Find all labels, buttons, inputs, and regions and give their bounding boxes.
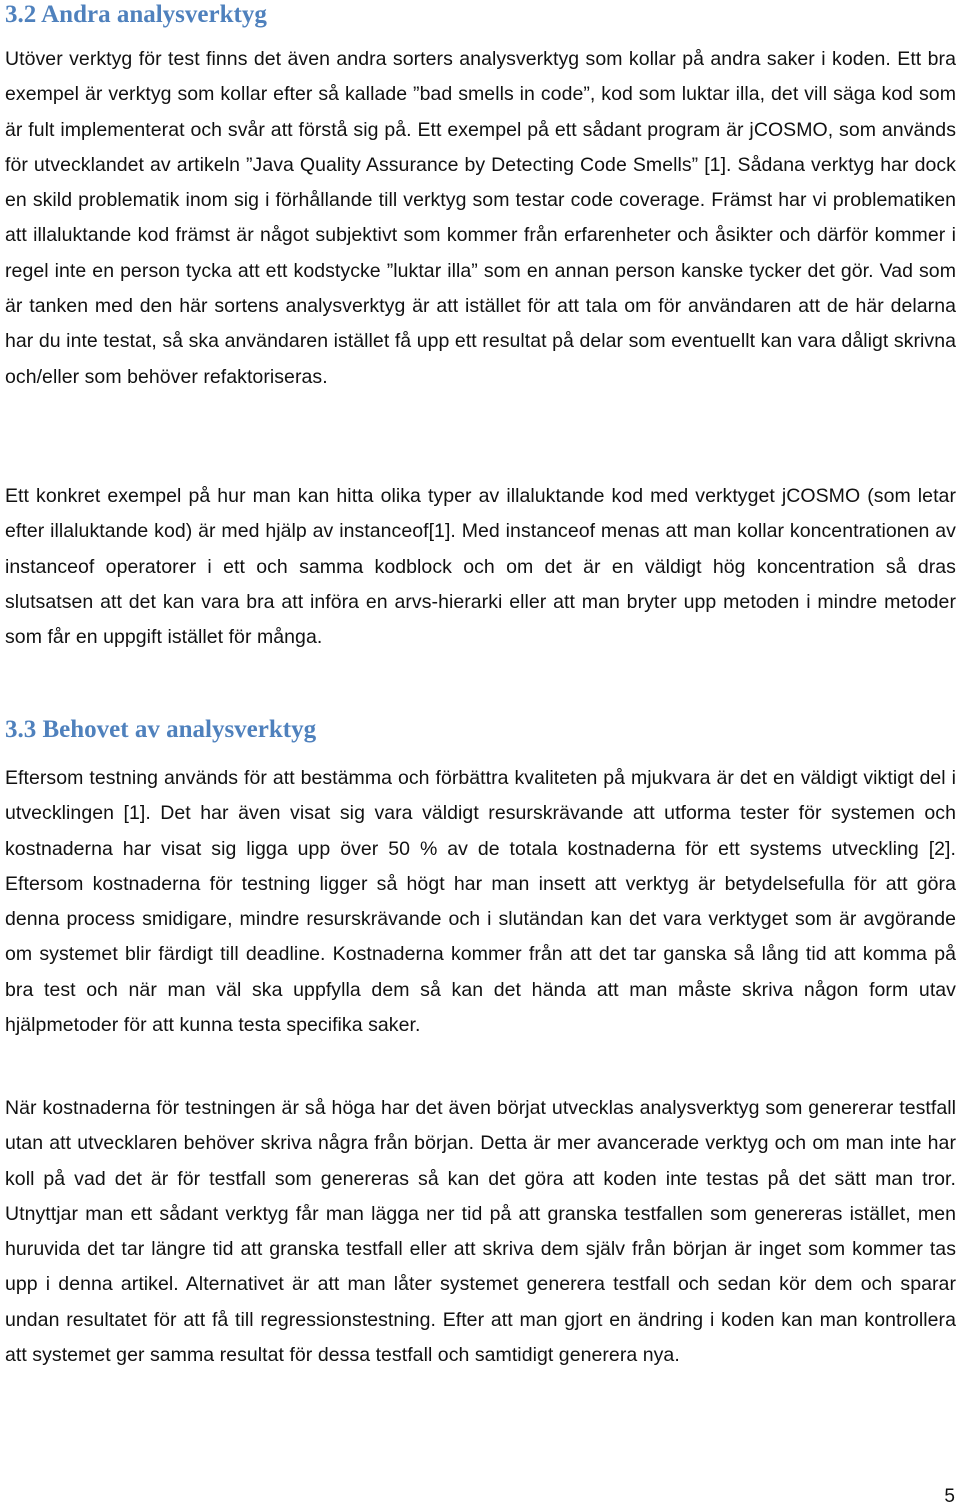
paragraph-test-generation: När kostnaderna för testningen är så höga har det även börjat utvecklas analysverktyg som genererar testfall utan att utvecklaren behöver skriva några från början. Detta är mer avancerade verktyg och om man inte har koll på vad det är för testfall som genereras så kan det göra att koden inte testas på det sätt man tror. Utnyttjar man ett sådant verktyg får man lägga ner tid på att granska testfallen som genereras istället, men huruvida det tar längre tid att granska testfall eller att skriva dem själv från början är inget som kommer tas upp i denna artikel. Alternativet är att man låter systemet generera testfall och sedan kör dem och sparar undan resultatet för att få till regressionstestning. Efter att man gjort en ändring i koden kan man kontrollera att systemet ger samma resultat för dessa testfall och samtidigt generera nya. bbox=[5, 1097, 956, 1367]
section-heading-3-3: 3.3 Behovet av analysverktyg bbox=[5, 716, 317, 743]
paragraph-testing-costs: Eftersom testning används för att bestämma och förbättra kvaliteten på mjukvara är det en väldigt viktigt del i utvecklingen [1]. Det har även visat sig vara väldigt resurskrävande att utforma tester för systemen och kostnaderna har visat sig ligga upp över 50 % av de totala kostnaderna för ett systems utveckling [2]. Eftersom kostnaderna för testning ligger så högt har man insett att verktyg är betydelsefulla för att göra denna process smidigare, mindre resurskrävande och i slutändan kan det vara verktyget som är avgörande om systemet blir färdigt till deadline. Kostnaderna kommer från att det tar ganska så lång tid att komma på bra test och när man väl ska uppfylla dem så kan det hända att man måste skriva någon form utav hjälpmetoder för att kunna testa specifika saker. bbox=[5, 767, 956, 1037]
paragraph-analysverktyg-intro: Utöver verktyg för test finns det även andra sorters analysverktyg som kollar på andra saker i koden. Ett bra exempel är verktyg som kollar efter så kallade ”bad smells in code”, kod som luktar illa, det vill säga kod som är fult implementerat och svår att förstå sig på. Ett exempel på ett sådant program är jCOSMO, som används för utvecklandet av artikeln ”Java Quality Assurance by Detecting Code Smells” [1]. Sådana verktyg har dock en skild problematik inom sig i förhållande till verktyg som testar code coverage. Främst har vi problematiken att illaluktande kod främst är något subjektivt som kommer från erfarenheter och åsikter och därför kommer i regel inte en person tycka att ett kodstycke ”luktar illa” som en annan person kanske tycker det gör. Vad som är tanken med den här sortens analysverktyg är att istället för att tala om för användaren att de här delarna har du inte testat, så ska användaren istället få upp ett resultat på delar som eventuellt kan vara dåligt skrivna och/eller som behöver refaktoriseras. bbox=[5, 48, 956, 388]
paragraph-jcosmo-example: Ett konkret exempel på hur man kan hitta olika typer av illaluktande kod med verktyget jCOSMO (som letar efter illaluktande kod) är med hjälp av instanceof[1]. Med instanceof menas att man kollar koncentrationen av instanceof operatorer i ett och samma kodblock och om det är en väldigt hög koncentration så dras slutsatsen att det kan vara bra att införa en arvs-hierarki eller att man bryter upp metoden i mindre metoder som får en uppgift istället för många. bbox=[5, 485, 956, 649]
page-number: 5 bbox=[944, 1486, 955, 1507]
section-heading-3-2: 3.2 Andra analysverktyg bbox=[5, 1, 267, 28]
